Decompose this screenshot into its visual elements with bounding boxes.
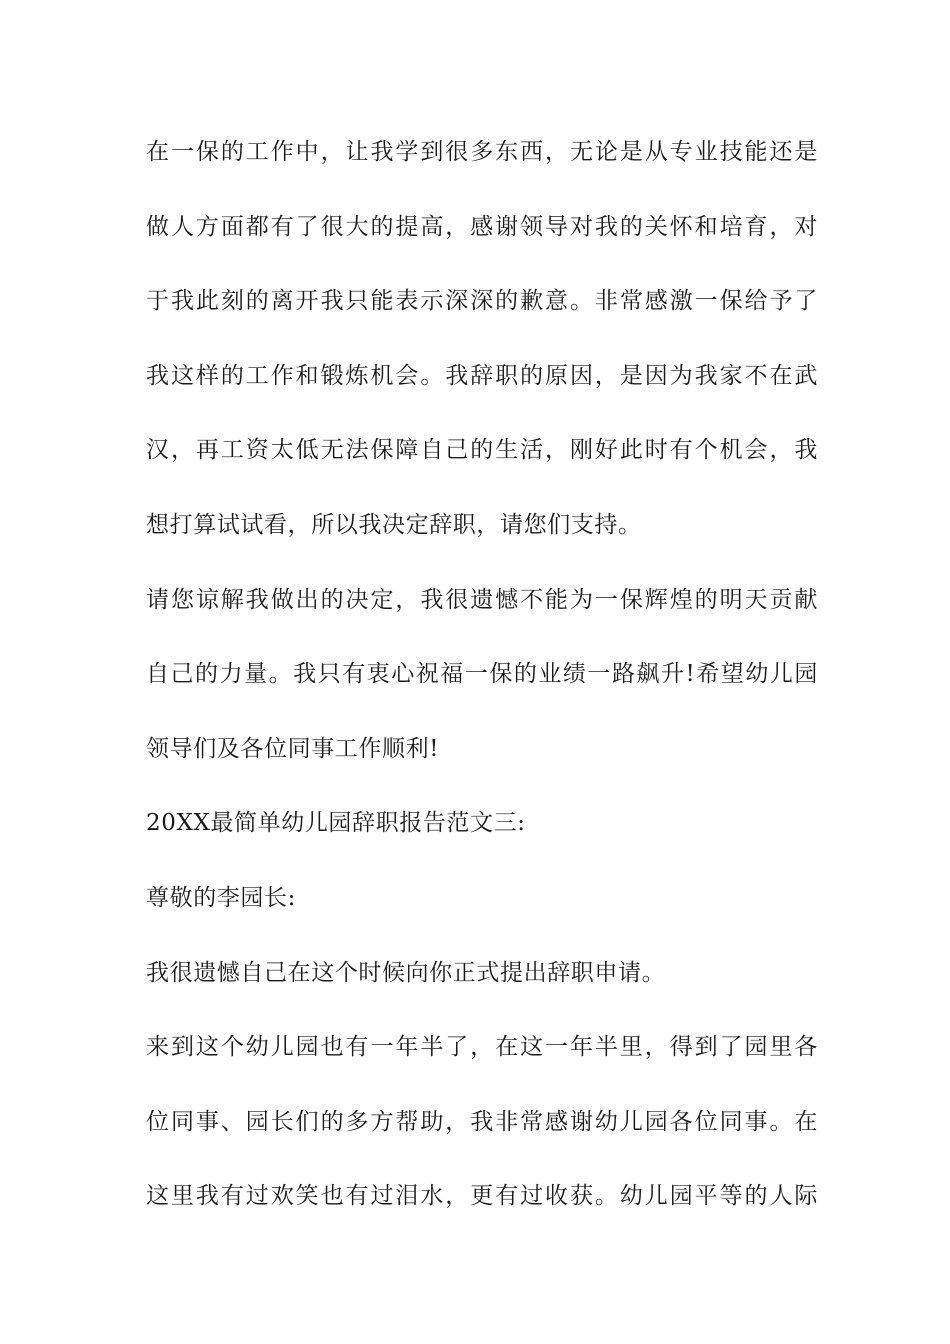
text-line: 自己的力量。我只有衷心祝福一保的业绩一路飙升!希望幼儿园 [146, 661, 818, 688]
text-line: 来到这个幼儿园也有一年半了，在这一年半里，得到了园里各 [146, 1034, 818, 1061]
text-line: 做人方面都有了很大的提高，感谢领导对我的关怀和培育，对 [146, 213, 818, 240]
text-line: 于我此刻的离开我只能表示深深的歉意。非常感激一保给予了 [146, 288, 818, 315]
text-line: 在一保的工作中，让我学到很多东西，无论是从专业技能还是 [146, 139, 818, 165]
text-line: 位同事、园长们的多方帮助，我非常感谢幼儿园各位同事。在 [146, 1108, 818, 1135]
text-line: 汉，再工资太低无法保障自己的生活，刚好此时有个机会，我 [146, 437, 818, 464]
text-line: 这里我有过欢笑也有过泪水，更有过收获。幼儿园平等的人际 [146, 1183, 818, 1210]
document-body [146, 128, 818, 1247]
text-line: 领导们及各位同事工作顺利! [146, 735, 440, 762]
text-line: 我这样的工作和锻炼机会。我辞职的原因，是因为我家不在武 [146, 362, 818, 389]
text-line: 请您谅解我做出的决定，我很遗憾不能为一保辉煌的明天贡献 [146, 586, 818, 613]
text-line: 我很遗憾自己在这个时候向你正式提出辞职申请。 [146, 959, 666, 986]
section-heading: 20XX最简单幼儿园辞职报告范文三: [146, 810, 526, 837]
text-line: 想打算试试看，所以我决定辞职，请您们支持。 [146, 511, 642, 538]
salutation: 尊敬的李园长: [146, 884, 296, 911]
